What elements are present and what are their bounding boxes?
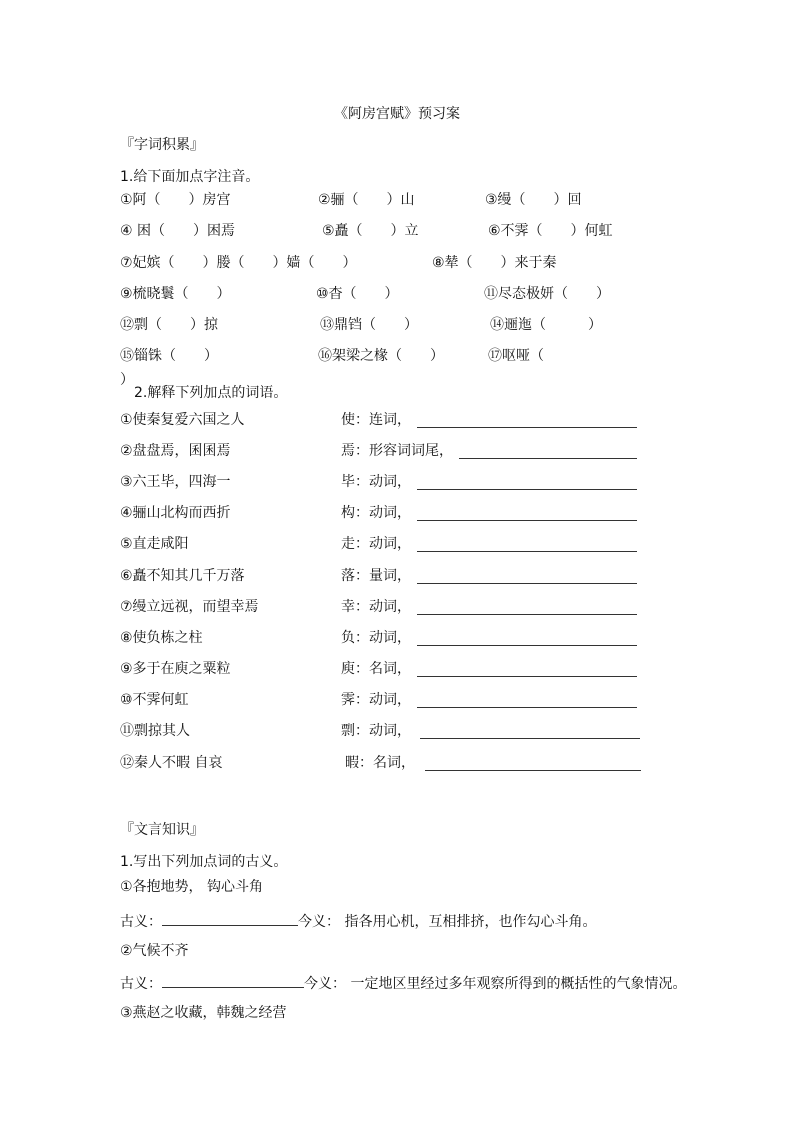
- explain-sentence: ⑫秦人不暇 自哀: [120, 755, 223, 771]
- answer-blank[interactable]: [162, 973, 304, 988]
- pinyin-item: ⑫剽（ ）掠: [120, 317, 218, 333]
- explain-sentence: ⑪剽掠其人: [120, 723, 190, 739]
- explain-word: 霁：动词，: [341, 692, 411, 708]
- explain-sentence: ⑤直走咸阳: [120, 536, 189, 552]
- question-title: 1.写出下列加点词的古义。: [120, 854, 288, 870]
- section-heading: 『文言知识』: [120, 822, 204, 838]
- answer-blank[interactable]: [420, 724, 640, 739]
- jin-label: 今义：: [298, 914, 340, 930]
- question-title: 2.解释下列加点的词语。: [134, 385, 288, 401]
- pinyin-item: ⑦妃嫔（ ）媵（ ）嫱（ ）: [120, 255, 357, 271]
- explain-word: 使：连词，: [341, 412, 411, 428]
- answer-blank[interactable]: [417, 631, 637, 646]
- meaning-line: [120, 911, 596, 931]
- explain-word: 走：动词，: [341, 536, 411, 552]
- explain-sentence: ⑩不霁何虹: [120, 692, 189, 708]
- answer-blank[interactable]: [417, 693, 637, 708]
- pinyin-item: ⑬鼎铛（ ）: [320, 317, 418, 333]
- explain-word: 暇：名词，: [345, 755, 415, 771]
- answer-blank[interactable]: [459, 444, 637, 459]
- explain-sentence: ②盘盘焉，囷囷焉: [120, 443, 231, 459]
- answer-blank[interactable]: [417, 537, 637, 552]
- pinyin-item: ⑭逦迤（ ）: [490, 317, 602, 333]
- explain-word: 落：量词，: [341, 568, 411, 584]
- answer-blank[interactable]: [425, 756, 641, 771]
- explain-sentence: ③六王毕，四海一: [120, 474, 231, 490]
- jin-text: 指各用心机，互相排挤，也作勾心斗角。: [344, 914, 597, 930]
- pinyin-item: ④ 困（ ）困焉: [120, 223, 236, 239]
- gu-label: 古义：: [120, 914, 162, 930]
- explain-sentence: ⑧使负栋之柱: [120, 630, 203, 646]
- answer-blank[interactable]: [417, 506, 637, 521]
- pinyin-item: ）: [120, 372, 134, 388]
- answer-blank[interactable]: [417, 569, 637, 584]
- explain-word: 负：动词，: [341, 630, 411, 646]
- page-title: 《阿房宫赋》预习案: [334, 106, 460, 122]
- answer-blank[interactable]: [417, 600, 637, 615]
- pinyin-item: ⑧辇（ ）来于秦: [432, 255, 557, 271]
- jin-label: 今义：: [304, 976, 346, 992]
- explain-sentence: ⑨多于在庾之粟粒: [120, 661, 231, 677]
- answer-blank[interactable]: [162, 911, 298, 926]
- pinyin-item: ⑮锱铢（ ）: [120, 348, 218, 364]
- pinyin-item: ①阿（ ）房宫: [120, 192, 231, 208]
- explain-word: 毕：动词，: [341, 474, 411, 490]
- explain-sentence: ⑦缦立远视，而望幸焉: [120, 599, 259, 615]
- pinyin-item: ⑩杳（ ）: [316, 286, 399, 302]
- answer-blank[interactable]: [417, 475, 637, 490]
- section-heading: 『字词积累』: [120, 137, 204, 153]
- answer-blank[interactable]: [417, 413, 637, 428]
- pinyin-item: ⑤矗（ ）立: [322, 223, 419, 239]
- meaning-line: [120, 973, 686, 993]
- gu-label: 古义：: [120, 976, 162, 992]
- pinyin-item: ⑰呕哑（: [488, 348, 544, 364]
- phrase: ②气候不齐: [120, 943, 189, 959]
- explain-word: 庾：名词，: [341, 661, 411, 677]
- explain-sentence: ④骊山北构而西折: [120, 505, 231, 521]
- pinyin-item: ⑪尽态极妍（ ）: [484, 286, 610, 302]
- answer-blank[interactable]: [417, 662, 637, 677]
- phrase: ①各抱地势， 钩心斗角: [120, 879, 264, 895]
- explain-sentence: ①使秦复爱六国之人: [120, 412, 245, 428]
- question-title: 1.给下面加点字注音。: [120, 169, 260, 185]
- explain-word: 构：动词，: [341, 505, 411, 521]
- pinyin-item: ③缦（ ）回: [485, 192, 582, 208]
- explain-word: 幸：动词，: [341, 599, 411, 615]
- explain-word: 剽：动词，: [341, 723, 411, 739]
- pinyin-item: ⑥不霁（ ）何虹: [488, 223, 613, 239]
- explain-word: 焉：形容词词尾，: [341, 443, 453, 459]
- pinyin-item: ⑨梳晓鬟（ ）: [120, 286, 231, 302]
- phrase: ③燕赵之收藏，韩魏之经营: [120, 1005, 287, 1021]
- explain-sentence: ⑥矗不知其几千万落: [120, 568, 245, 584]
- jin-text: 一定地区里经过多年观察所得到的概括性的气象情况。: [350, 976, 687, 992]
- pinyin-item: ②骊（ ）山: [318, 192, 415, 208]
- pinyin-item: ⑯架梁之椽（ ）: [318, 348, 444, 364]
